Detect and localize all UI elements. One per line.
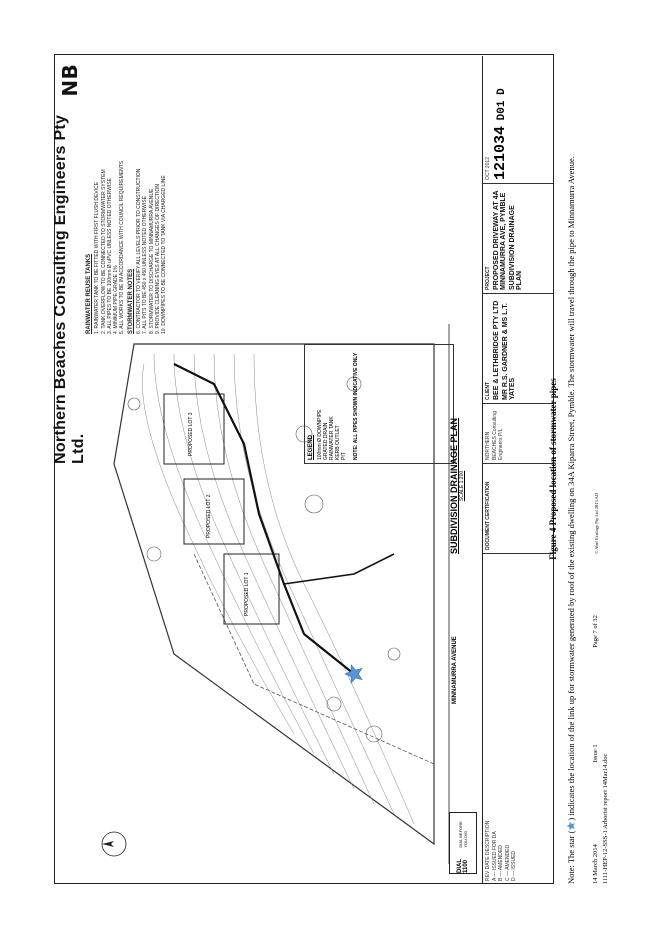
revision-table: REV DATE DESCRIPTION A — ISSUED FOR DA B — AMENDED C — AMENDED D — ISSUED	[485, 820, 517, 881]
note-line: 4. MINIMUM PIPE GRADE 1%	[113, 265, 120, 334]
figure-title: Figure 4 Proposed location of stormwater pipes	[548, 378, 558, 560]
lot-label-1: PROPOSED LOT 1	[244, 572, 250, 616]
note-text-after: ) indicates the location of the link up for stormwater generated by roof of the existing dwelling on 34A Kiparra Street, Pymble. The stormwater will travel through the pipe to Minnamurra Avenue.	[566, 156, 576, 821]
note-line: 6. CONTRACTOR TO VERIFY ALL LEVELS PRIOR TO CONSTRUCTION	[136, 168, 143, 334]
legend-box	[304, 344, 454, 464]
street-label: MINNAMURRA AVENUE	[452, 636, 458, 704]
note-line: 1. RAINWATER TANK TO BE FITTED WITH FIRST FLUSH DEVICE	[94, 181, 101, 334]
cert-heading: DOCUMENT CERTIFICATION	[485, 481, 491, 550]
star-icon	[566, 821, 576, 831]
legend-item: 100mm Ø DOWNPIPE	[317, 409, 323, 460]
legend-item: PIT	[341, 452, 347, 460]
dial-text: DIAL 1100	[457, 859, 469, 873]
company-name: Northern Beaches Consulting Engineers Pty Ltd.	[52, 114, 87, 464]
note-line: 10. DOWNPIPES TO BE CONNECTED TO TANK VIA CHARGED LINE	[161, 175, 168, 334]
footer-issue: Issue 1	[592, 744, 599, 763]
sheet-number: D01	[495, 100, 508, 121]
note-line: 9. PROVIDE CLEANING EYES AT ALL CHANGES OF DIRECTION	[154, 184, 161, 334]
revision-letter: D	[495, 88, 508, 95]
note-line: 3. ALL PIPES TO BE 100mm Ø uPVC UNLESS NOTED OTHERWISE	[106, 178, 113, 334]
stormwater-branch	[284, 554, 394, 584]
note-line: 7. ALL PITS TO BE 450 x 450 UNLESS NOTED OTHERWISE	[142, 196, 149, 334]
dial-sub: DIAL BEFORE YOU DIG	[458, 821, 468, 848]
drawing-number: 121034	[491, 125, 509, 180]
client-name: BEE & LETHBRIDGE PTY LTD	[493, 300, 500, 400]
drawing-date: OCT 2012	[485, 157, 491, 180]
note-line: 5. ALL WORKS TO BE IN ACCORDANCE WITH COUNCIL REQUIREMENTS	[119, 160, 126, 334]
legend-item: GRATED DRAIN	[323, 422, 329, 460]
lot-label-2: PROPOSED LOT 2	[206, 494, 212, 538]
north-arrow-icon	[102, 832, 126, 856]
nb-logo: NB	[58, 64, 82, 97]
project-label: PROJECT	[485, 266, 491, 290]
footer-file: 1111-HEP-12-SSS-1 Arborist report 14Mar14.doc	[602, 753, 609, 884]
proposed-dwelling-3	[164, 394, 224, 464]
lot-label-3: PROPOSED LOT 3	[188, 412, 194, 456]
dial-before-you-dig-logo	[449, 812, 477, 874]
pipe-note: NOTE: ALL PIPES SHOWN INDICATIVE ONLY	[353, 352, 359, 460]
plan-caption	[449, 418, 465, 554]
owner-name: MR R.S. GARDNER & MS L.T. YATES	[502, 303, 516, 400]
footer-page: Page 7 of 32	[592, 615, 599, 648]
notes-heading-stormwater: STORMWATER NOTES	[127, 268, 134, 334]
legend-item: KERB OUTLET	[335, 425, 341, 460]
figure-caption-area	[540, 54, 620, 884]
footer-copyright: © Abel Ecology Pty Ltd 2013 AD	[594, 492, 599, 554]
footer-date: 14 March 2014	[592, 844, 599, 884]
proposed-dwelling-1	[224, 554, 279, 624]
drawing-title: SUBDIVISION DRAINAGE PLAN	[449, 417, 459, 554]
project-name: PROPOSED DRIVEWAY AT 4A MINNAMURRA AVE, PYMBLE	[493, 190, 507, 290]
legend-heading: LEGEND	[308, 434, 314, 460]
cert-company: NORTHERN BEACHES Consulting Engineers P/L	[485, 411, 504, 460]
easement-line	[194, 554, 434, 764]
notes-heading-rainwater: RAINWATER REUSE TANKS	[86, 253, 92, 334]
footer-line-1	[592, 615, 599, 884]
note-text-before: Note: The star (	[566, 830, 576, 884]
note-line: 8. STORMWATER TO DISCHARGE TO MINNAMURRA AVENUE	[148, 188, 155, 334]
plan-notes	[84, 66, 474, 334]
note-line: 2. TANK OVERFLOW TO BE CONNECTED TO STORMWATER SYSTEM	[100, 169, 107, 334]
drainage-plan-drawing	[54, 54, 554, 884]
figure-note	[566, 54, 576, 884]
sheet-title: SUBDIVISION DRAINAGE PLAN	[509, 205, 523, 290]
client-label: CLIENT	[485, 381, 491, 400]
company-banner	[52, 64, 87, 464]
proposed-dwelling-2	[184, 479, 244, 544]
scale-label: SCALE 1:200	[459, 470, 465, 502]
legend-item: RAINWATER TANK	[329, 416, 335, 460]
